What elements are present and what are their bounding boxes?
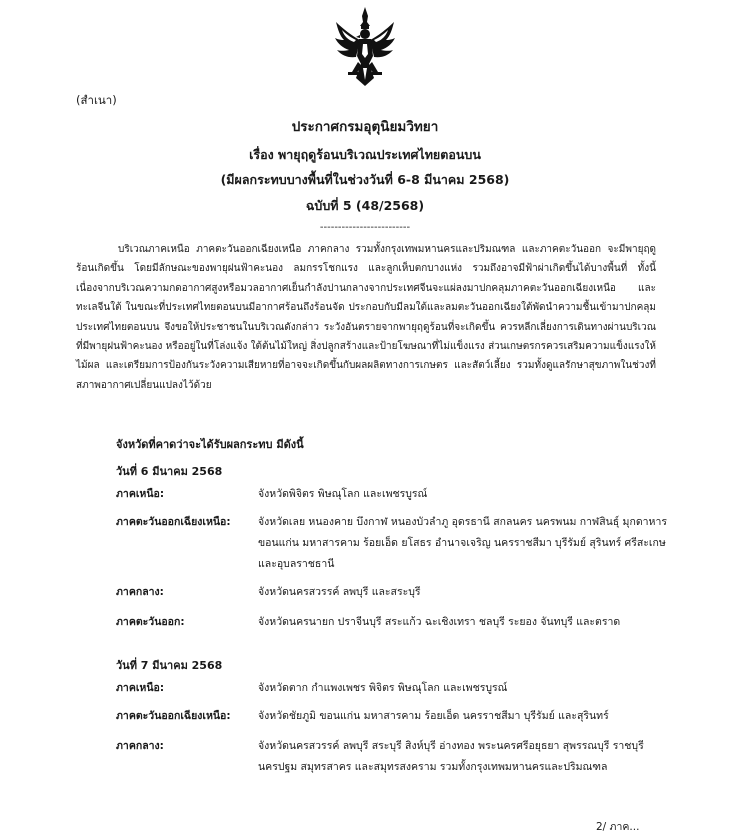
divider-line: ------------------------- (319, 222, 411, 233)
province-list: จังหวัดนครสวรรค์ ลพบุรี และสระบุรี (258, 586, 421, 598)
region-label: ภาคเหนือ: (116, 682, 165, 694)
region-label: ภาคกลาง: (116, 586, 164, 598)
province-list: จังหวัดนครสวรรค์ ลพบุรี สระบุรี สิงห์บุรี อ่างทอง พระนครศรีอยุธยา สุพรรณบุรี ราชบุรี นครปฐม สมุทรสาคร และสมุทรสงคราม รวมทั้งกรุงเทพมหานครและปริมณฑล (258, 740, 644, 773)
intro-paragraph: บริเวณภาคเหนือ ภาคตะวันออกเฉียงเหนือ ภาคกลาง รวมทั้งกรุงเทพมหานครและปริมณฑล และภาคตะวันออก จะมีพายุฤดูร้อนเกิดขึ้น โดยมีลักษณะของพายุฝนฟ้าคะนอง ลมกรรโชกแรง และลูกเห็บตกบางแห่ง รวมถึงอาจมีฟ้าผ่าเกิดขึ้นได้บางพื้นที่ ทั้งนี้เนื่องจากบริเวณความกดอากาศสูงหรือมวลอากาศเย็นกำลังปานกลางจากประเทศจีนจะแผ่ลงมาปกคลุมภาคตะวันออกเฉียงเหนือ และทะเลจีนใต้ ในขณะที่ประเทศไทยตอนบนมีอากาศร้อนถึงร้อนจัด ประกอบกับมีลมใต้และลมตะวันออกเฉียงใต้พัดนำความชื้นเข้ามาปกคลุมประเทศไทยตอนบน จึงขอให้ประชาชนในบริเวณดังกล่าว ระวังอันตรายจากพายุฤดูร้อนที่จะเกิดขึ้น ควรหลีกเลี่ยงการเดินทางผ่านบริเวณที่มีพายุฝนฟ้าคะนอง หรืออยู่ในที่โล่งแจ้ง ใต้ต้นไม้ใหญ่ สิ่งปลูกสร้างและป้ายโฆษณาที่ไม่แข็งแรง ส่วนเกษตรกรควรเสริมความแข็งแรงให้ไม้ผล และเตรียมการป้องกันระวังความเสียหายที่อาจจะเกิดขึ้นกับผลผลิตทางการเกษตร และสัตว์เลี้ยง รวมทั้งดูแลรักษาสุขภาพในช่วงที่สภาพอากาศเปลี่ยนแปลงไว้ด้วย (76, 244, 656, 391)
region-label: ภาคตะวันออกเฉียงเหนือ: (116, 516, 231, 528)
issue-number: ฉบับที่ 5 (48/2568) (305, 198, 425, 213)
province-list: จังหวัดพิจิตร พิษณุโลก และเพชรบูรณ์ (258, 488, 428, 500)
region-label: ภาคกลาง: (116, 740, 164, 752)
province-list: จังหวัดชัยภูมิ ขอนแก่น มหาสารคาม ร้อยเอ็ด นครราชสีมา บุรีรัมย์ และสุรินทร์ (258, 710, 609, 722)
region-label: ภาคเหนือ: (116, 488, 165, 500)
garuda-emblem-icon (334, 6, 396, 88)
affected-provinces-title: จังหวัดที่คาดว่าจะได้รับผลกระทบ มีดังนี้ (116, 438, 304, 451)
province-list: จังหวัดเลย หนองคาย บึงกาฬ หนองบัวลำภู อุดรธานี สกลนคร นครพนม กาฬสินธุ์ มุกดาหาร ขอนแก่น มหาสารคาม ร้อยเอ็ด ยโสธร อำนาจเจริญ นครราชสีมา บุรีรัมย์ สุรินทร์ ศรีสะเกษ และอุบลราชธานี (258, 516, 667, 570)
region-label: ภาคตะวันออกเฉียงเหนือ: (116, 710, 231, 722)
day-1-title: วันที่ 6 มีนาคม 2568 (116, 465, 223, 478)
impact-period: (มีผลกระทบบางพื้นที่ในช่วงวันที่ 6-8 มีนาคม 2568) (220, 172, 510, 187)
region-label: ภาคตะวันออก: (116, 616, 185, 628)
announcement-title: ประกาศกรมอุตุนิยมวิทยา (291, 119, 439, 135)
copy-label: (สำเนา) (76, 93, 117, 107)
next-page-marker: 2/ ภาค... (596, 821, 640, 833)
province-list: จังหวัดตาก กำแพงเพชร พิจิตร พิษณุโลก และเพชรบูรณ์ (258, 682, 508, 694)
announcement-subject: เรื่อง พายุฤดูร้อนบริเวณประเทศไทยตอนบน (249, 147, 481, 162)
day-2-title: วันที่ 7 มีนาคม 2568 (116, 659, 223, 672)
province-list: จังหวัดนครนายก ปราจีนบุรี สระแก้ว ฉะเชิงเทรา ชลบุรี ระยอง จันทบุรี และตราด (258, 616, 621, 628)
